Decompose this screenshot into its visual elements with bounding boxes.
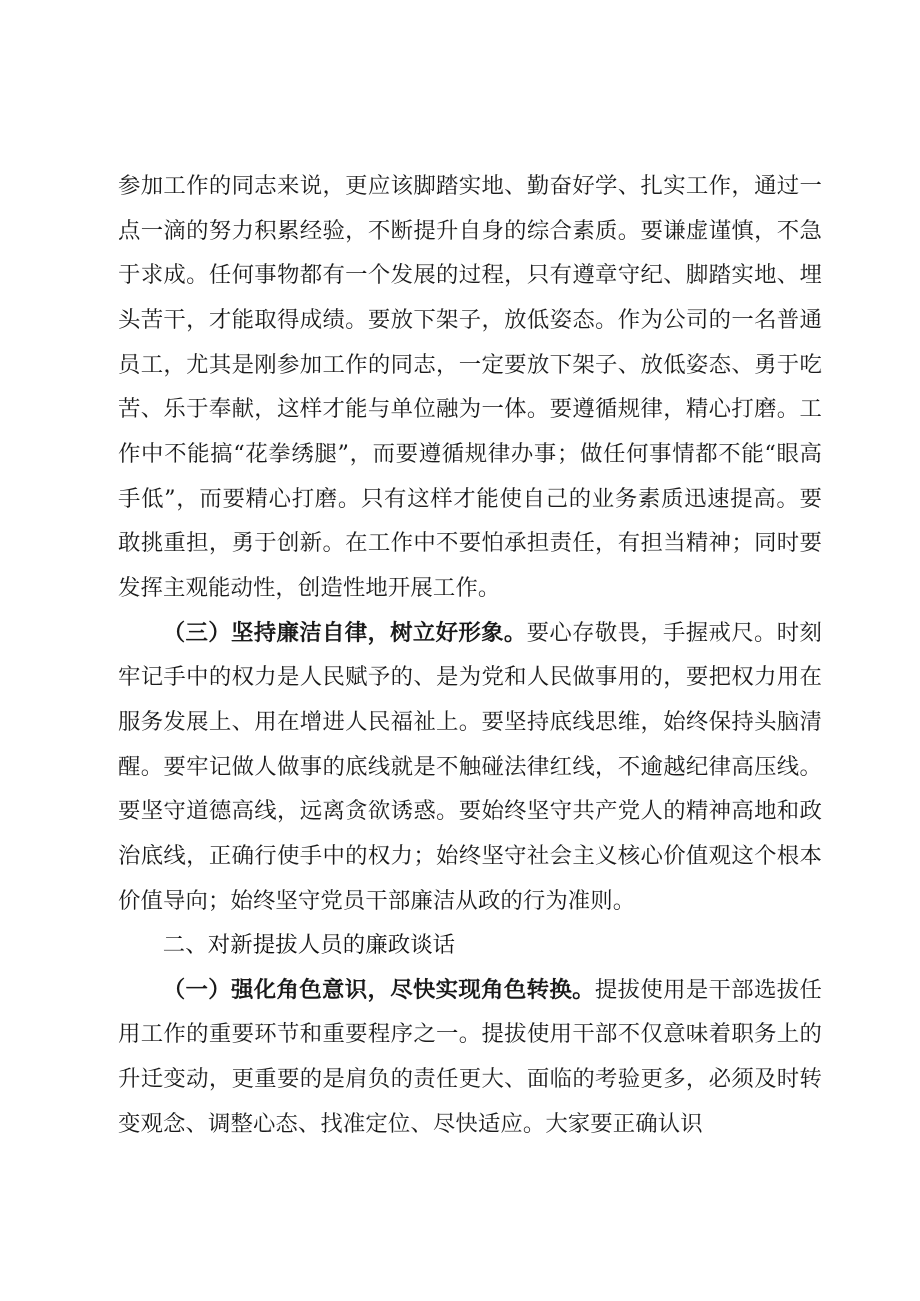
section-heading: 二、对新提拔人员的廉政谈话	[162, 932, 456, 959]
paragraph-text: 提拔使用是干部选拔任用工作的重要环节和重要程序之一。提拔使用干部不仅意味着职务上的升迁变动，更重要的是肩负的责任更大、面临的考验更多，必须及时转变观念、调整心态、找准定位、尽快适应。大家要正确认识	[118, 976, 823, 1137]
paragraph-lead: （一）强化角色意识，尽快实现角色转换。	[162, 976, 595, 1003]
paragraph-continued	[118, 164, 822, 611]
document-body	[118, 164, 822, 1146]
paragraph-lead: （三）坚持廉洁自律，树立好形象。	[162, 619, 527, 646]
paragraph-role-awareness	[118, 968, 822, 1147]
paragraph-text: 参加工作的同志来说，更应该脚踏实地、勤奋好学、扎实工作，通过一点一滴的努力积累经验，不断提升自身的综合素质。要谦虚谨慎，不急于求成。任何事物都有一个发展的过程，只有遵章守纪、脚踏实地、埋头苦干，才能取得成绩。要放下架子，放低姿态。作为公司的一名普通员工，尤其是刚参加工作的同志，一定要放下架子、放低姿态、勇于吃苦、乐于奉献，这样才能与单位融为一体。要遵循规律，精心打磨。工作中不能搞“花拳绣腿”，而要遵循规律办事；做任何事情都不能“眼高手低”，而要精心打磨。只有这样才能使自己的业务素质迅速提高。要敢挑重担，勇于创新。在工作中不要怕承担责任，有担当精神；同时要发挥主观能动性，创造性地开展工作。	[118, 173, 822, 601]
paragraph-integrity	[118, 611, 822, 924]
paragraph-text: 要心存敬畏，手握戒尺。时刻牢记手中的权力是人民赋予的、是为党和人民做事用的，要把权力用在服务发展上、用在增进人民福祉上。要坚持底线思维，始终保持头脑清醒。要牢记做人做事的底线就是不触碰法律红线，不逾越纪律高压线。要坚守道德高线，远离贪欲诱惑。要始终坚守共产党人的精神高地和政治底线，正确行使手中的权力；始终坚守社会主义核心价值观这个根本价值导向；始终坚守党员干部廉洁从政的行为准则。	[118, 619, 822, 914]
